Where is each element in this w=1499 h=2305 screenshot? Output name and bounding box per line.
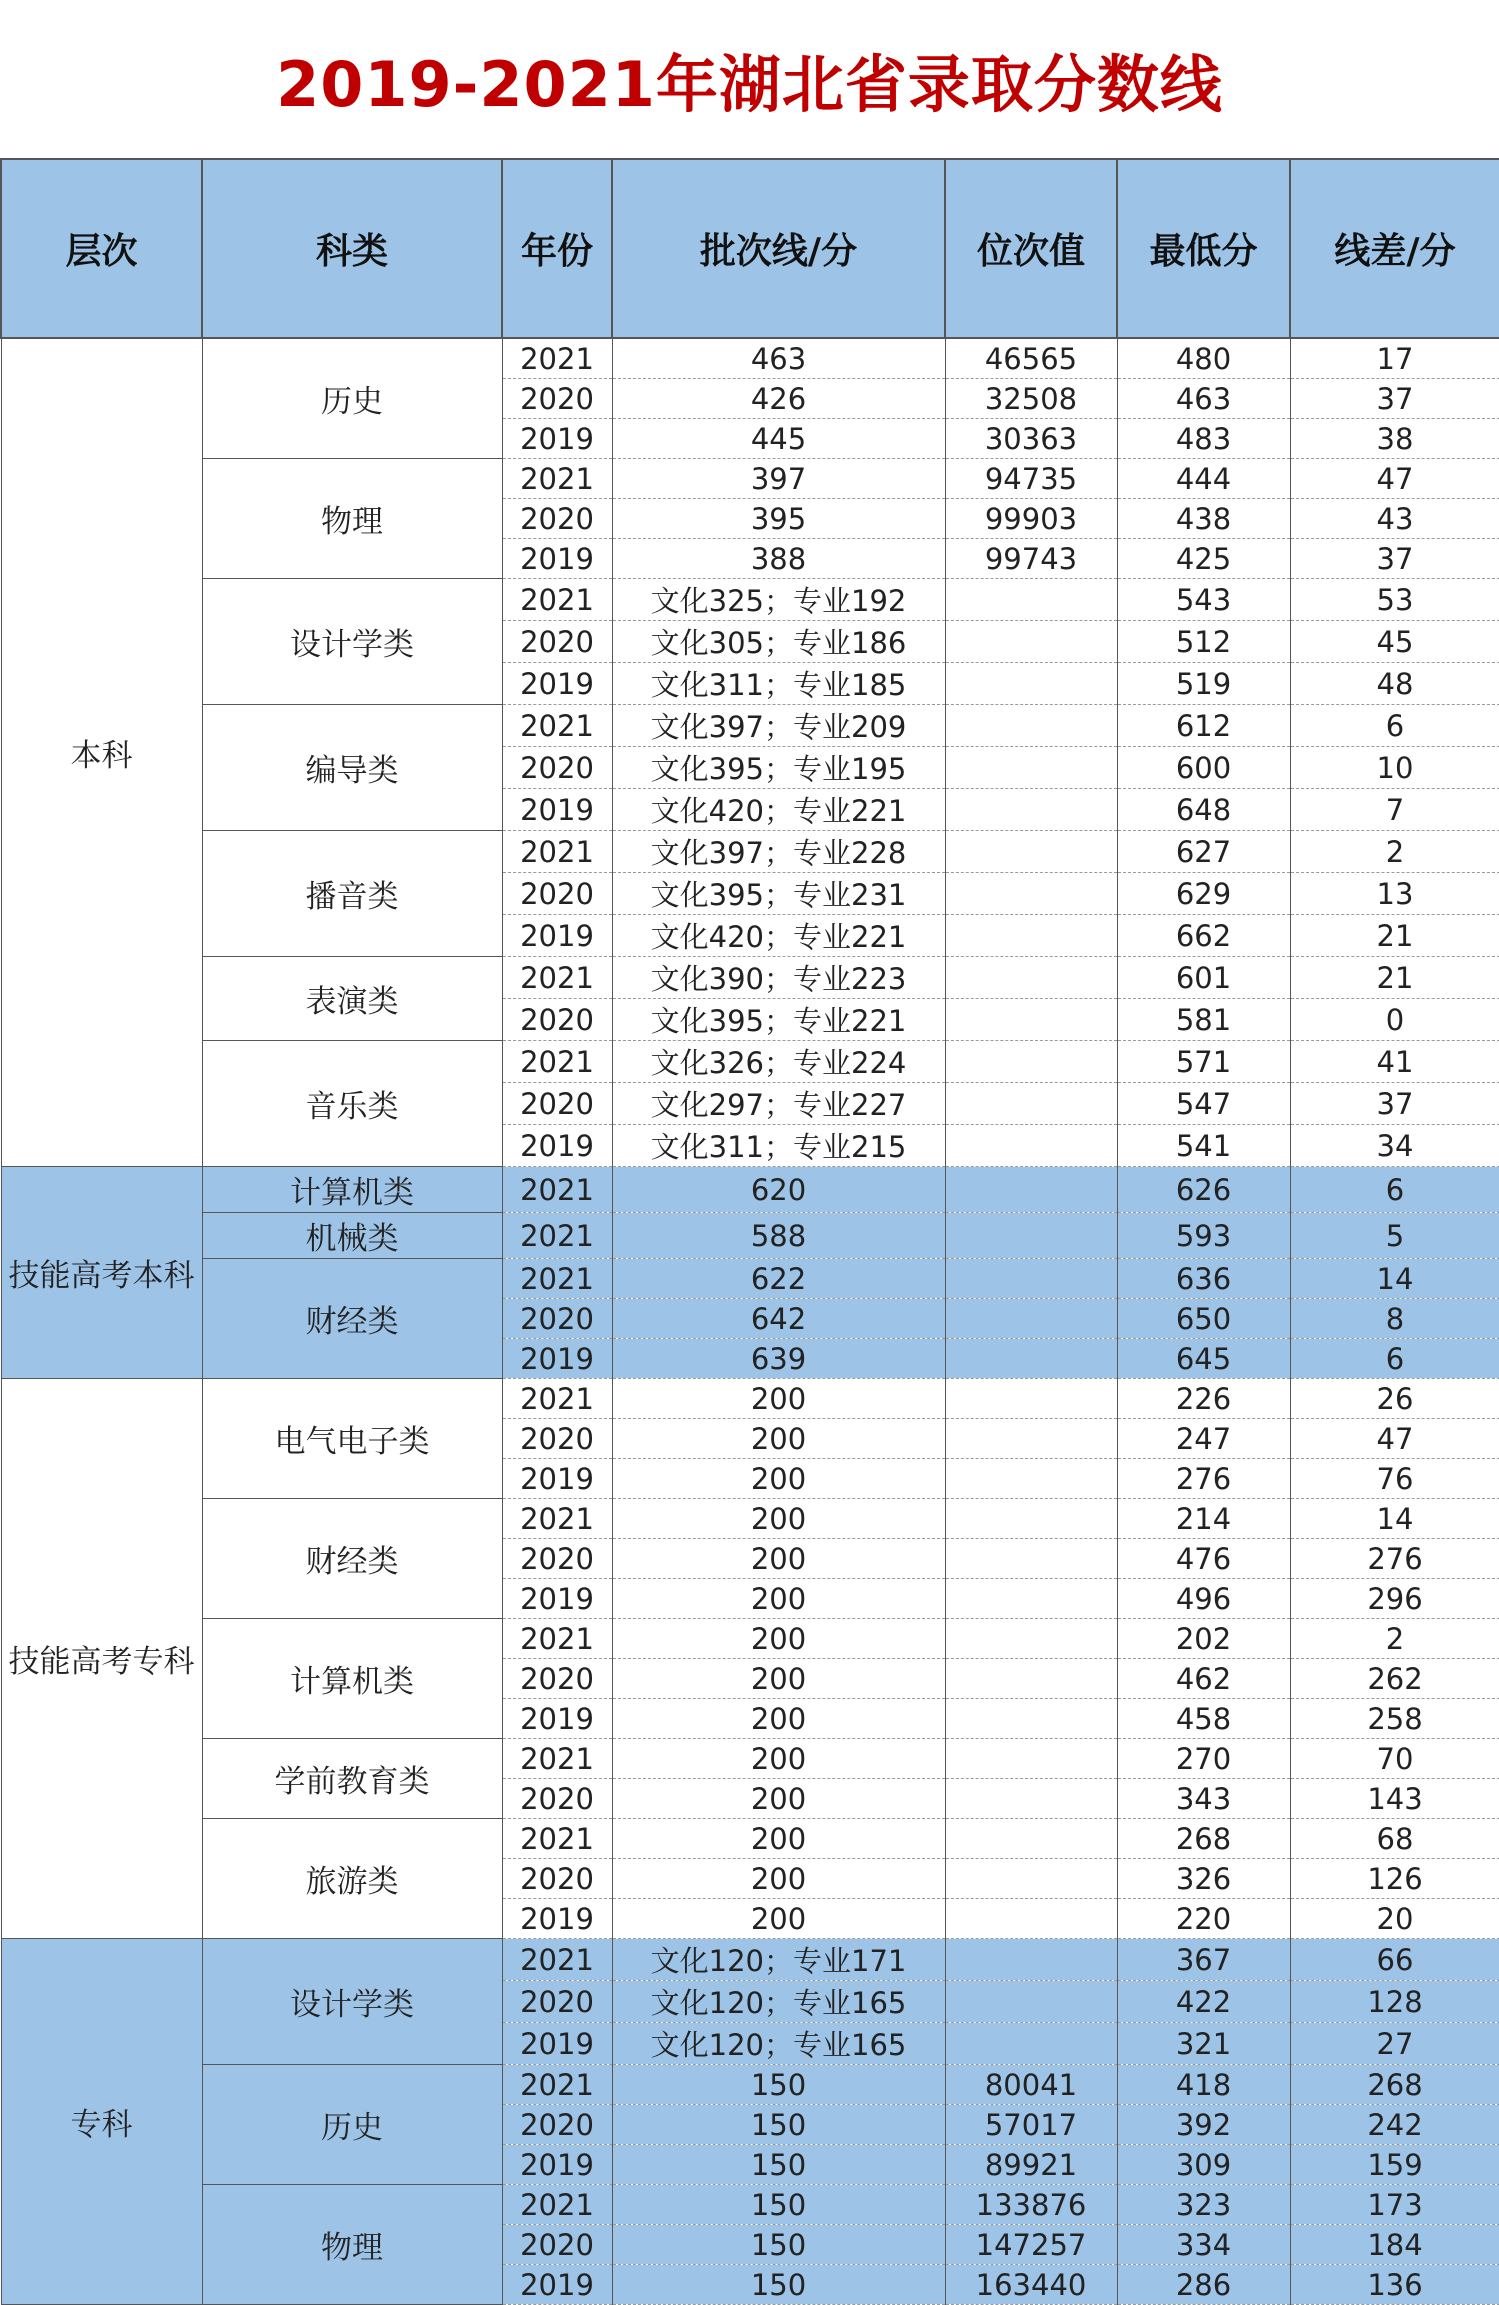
table-row: [1, 2185, 1499, 2225]
line-diff-cell: 7: [1290, 789, 1499, 831]
category-cell: 电气电子类: [202, 1379, 502, 1499]
min-score-cell: 627: [1117, 831, 1290, 873]
batch-line-cell: 397: [612, 459, 945, 499]
year-cell: 2019: [502, 1125, 612, 1167]
rank-cell: [945, 1213, 1117, 1259]
rank-cell: [945, 1939, 1117, 1981]
category-cell: 财经类: [202, 1259, 502, 1379]
year-cell: 2021: [502, 1819, 612, 1859]
line-diff-cell: 76: [1290, 1459, 1499, 1499]
category-cell: 设计学类: [202, 579, 502, 705]
table-row: [1, 1041, 1499, 1083]
category-cell: 计算机类: [202, 1619, 502, 1739]
year-cell: 2019: [502, 1699, 612, 1739]
year-cell: 2020: [502, 621, 612, 663]
rank-cell: [945, 1459, 1117, 1499]
batch-line-cell: 200: [612, 1419, 945, 1459]
batch-line-cell: 200: [612, 1579, 945, 1619]
rank-cell: 80041: [945, 2065, 1117, 2105]
line-diff-cell: 143: [1290, 1779, 1499, 1819]
year-cell: 2021: [502, 2185, 612, 2225]
year-cell: 2020: [502, 1779, 612, 1819]
rank-cell: 46565: [945, 338, 1117, 379]
min-score-cell: 392: [1117, 2105, 1290, 2145]
rank-cell: 147257: [945, 2225, 1117, 2265]
batch-line-cell: 150: [612, 2185, 945, 2225]
batch-line-cell: 622: [612, 1259, 945, 1299]
min-score-cell: 512: [1117, 621, 1290, 663]
batch-line-cell: 388: [612, 539, 945, 579]
line-diff-cell: 8: [1290, 1299, 1499, 1339]
min-score-cell: 593: [1117, 1213, 1290, 1259]
min-score-cell: 425: [1117, 539, 1290, 579]
year-cell: 2020: [502, 1859, 612, 1899]
rank-cell: [945, 747, 1117, 789]
min-score-cell: 286: [1117, 2265, 1290, 2305]
min-score-cell: 214: [1117, 1499, 1290, 1539]
batch-line-cell: 文化390；专业223: [612, 957, 945, 999]
category-cell: 历史: [202, 2065, 502, 2185]
min-score-cell: 220: [1117, 1899, 1290, 1939]
level-cell: 专科: [1, 1939, 202, 2305]
score-table: [0, 158, 1499, 2305]
line-diff-cell: 258: [1290, 1699, 1499, 1739]
min-score-cell: 547: [1117, 1083, 1290, 1125]
min-score-cell: 367: [1117, 1939, 1290, 1981]
year-cell: 2019: [502, 539, 612, 579]
category-cell: 物理: [202, 2185, 502, 2305]
year-cell: 2021: [502, 1167, 612, 1213]
min-score-cell: 496: [1117, 1579, 1290, 1619]
rank-cell: 99743: [945, 539, 1117, 579]
line-diff-cell: 276: [1290, 1539, 1499, 1579]
rank-cell: 94735: [945, 459, 1117, 499]
header-rank: 位次值: [945, 159, 1117, 338]
min-score-cell: 438: [1117, 499, 1290, 539]
header-row: [1, 159, 1499, 338]
year-cell: 2020: [502, 1659, 612, 1699]
rank-cell: [945, 915, 1117, 957]
line-diff-cell: 173: [1290, 2185, 1499, 2225]
rank-cell: [945, 1819, 1117, 1859]
year-cell: 2021: [502, 1939, 612, 1981]
table-row: [1, 1939, 1499, 1981]
line-diff-cell: 184: [1290, 2225, 1499, 2265]
year-cell: 2021: [502, 1739, 612, 1779]
table-row: [1, 957, 1499, 999]
year-cell: 2020: [502, 2105, 612, 2145]
batch-line-cell: 426: [612, 379, 945, 419]
line-diff-cell: 41: [1290, 1041, 1499, 1083]
year-cell: 2019: [502, 1339, 612, 1379]
min-score-cell: 202: [1117, 1619, 1290, 1659]
batch-line-cell: 200: [612, 1859, 945, 1899]
year-cell: 2019: [502, 2145, 612, 2185]
rank-cell: [945, 579, 1117, 621]
min-score-cell: 626: [1117, 1167, 1290, 1213]
min-score-cell: 645: [1117, 1339, 1290, 1379]
min-score-cell: 418: [1117, 2065, 1290, 2105]
table-row: [1, 1213, 1499, 1259]
line-diff-cell: 47: [1290, 1419, 1499, 1459]
batch-line-cell: 200: [612, 1619, 945, 1659]
table-row: [1, 1739, 1499, 1779]
line-diff-cell: 159: [1290, 2145, 1499, 2185]
line-diff-cell: 126: [1290, 1859, 1499, 1899]
line-diff-cell: 68: [1290, 1819, 1499, 1859]
line-diff-cell: 10: [1290, 747, 1499, 789]
batch-line-cell: 文化311；专业215: [612, 1125, 945, 1167]
table-row: [1, 1379, 1499, 1419]
year-cell: 2020: [502, 379, 612, 419]
batch-line-cell: 200: [612, 1659, 945, 1699]
min-score-cell: 476: [1117, 1539, 1290, 1579]
year-cell: 2021: [502, 705, 612, 747]
rank-cell: [945, 999, 1117, 1041]
line-diff-cell: 26: [1290, 1379, 1499, 1419]
year-cell: 2021: [502, 579, 612, 621]
year-cell: 2019: [502, 2265, 612, 2305]
min-score-cell: 612: [1117, 705, 1290, 747]
table-row: [1, 705, 1499, 747]
batch-line-cell: 文化120；专业165: [612, 2023, 945, 2065]
table-row: [1, 2065, 1499, 2105]
level-cell: 技能高考本科: [1, 1167, 202, 1379]
year-cell: 2021: [502, 1499, 612, 1539]
line-diff-cell: 37: [1290, 1083, 1499, 1125]
min-score-cell: 662: [1117, 915, 1290, 957]
rank-cell: [945, 1659, 1117, 1699]
table-row: [1, 1499, 1499, 1539]
rank-cell: [945, 1499, 1117, 1539]
table-row: [1, 338, 1499, 379]
min-score-cell: 480: [1117, 338, 1290, 379]
year-cell: 2021: [502, 1619, 612, 1659]
min-score-cell: 226: [1117, 1379, 1290, 1419]
line-diff-cell: 47: [1290, 459, 1499, 499]
min-score-cell: 483: [1117, 419, 1290, 459]
year-cell: 2021: [502, 831, 612, 873]
line-diff-cell: 296: [1290, 1579, 1499, 1619]
batch-line-cell: 620: [612, 1167, 945, 1213]
rank-cell: [945, 1379, 1117, 1419]
min-score-cell: 458: [1117, 1699, 1290, 1739]
line-diff-cell: 2: [1290, 1619, 1499, 1659]
line-diff-cell: 53: [1290, 579, 1499, 621]
line-diff-cell: 6: [1290, 1339, 1499, 1379]
rank-cell: 99903: [945, 499, 1117, 539]
table-row: [1, 1259, 1499, 1299]
category-cell: 财经类: [202, 1499, 502, 1619]
batch-line-cell: 150: [612, 2225, 945, 2265]
header-min-score: 最低分: [1117, 159, 1290, 338]
min-score-cell: 268: [1117, 1819, 1290, 1859]
table-row: [1, 831, 1499, 873]
line-diff-cell: 13: [1290, 873, 1499, 915]
line-diff-cell: 0: [1290, 999, 1499, 1041]
rank-cell: [945, 1619, 1117, 1659]
line-diff-cell: 20: [1290, 1899, 1499, 1939]
year-cell: 2020: [502, 499, 612, 539]
rank-cell: [945, 1299, 1117, 1339]
header-year: 年份: [502, 159, 612, 338]
line-diff-cell: 34: [1290, 1125, 1499, 1167]
header-category: 科类: [202, 159, 502, 338]
batch-line-cell: 200: [612, 1499, 945, 1539]
category-cell: 物理: [202, 459, 502, 579]
line-diff-cell: 66: [1290, 1939, 1499, 1981]
rank-cell: 163440: [945, 2265, 1117, 2305]
min-score-cell: 650: [1117, 1299, 1290, 1339]
year-cell: 2020: [502, 1539, 612, 1579]
line-diff-cell: 37: [1290, 379, 1499, 419]
year-cell: 2020: [502, 999, 612, 1041]
year-cell: 2020: [502, 873, 612, 915]
category-cell: 编导类: [202, 705, 502, 831]
rank-cell: [945, 1699, 1117, 1739]
category-cell: 音乐类: [202, 1041, 502, 1167]
rank-cell: [945, 831, 1117, 873]
line-diff-cell: 70: [1290, 1739, 1499, 1779]
batch-line-cell: 200: [612, 1819, 945, 1859]
line-diff-cell: 262: [1290, 1659, 1499, 1699]
batch-line-cell: 463: [612, 338, 945, 379]
year-cell: 2021: [502, 1213, 612, 1259]
line-diff-cell: 43: [1290, 499, 1499, 539]
line-diff-cell: 17: [1290, 338, 1499, 379]
category-cell: 表演类: [202, 957, 502, 1041]
line-diff-cell: 268: [1290, 2065, 1499, 2105]
header-level: 层次: [1, 159, 202, 338]
line-diff-cell: 6: [1290, 1167, 1499, 1213]
line-diff-cell: 6: [1290, 705, 1499, 747]
min-score-cell: 334: [1117, 2225, 1290, 2265]
batch-line-cell: 642: [612, 1299, 945, 1339]
header-line-diff: 线差/分: [1290, 159, 1499, 338]
batch-line-cell: 文化395；专业195: [612, 747, 945, 789]
min-score-cell: 422: [1117, 1981, 1290, 2023]
batch-line-cell: 200: [612, 1779, 945, 1819]
score-table-wrapper: [0, 158, 1499, 2302]
min-score-cell: 581: [1117, 999, 1290, 1041]
min-score-cell: 323: [1117, 2185, 1290, 2225]
batch-line-cell: 文化325；专业192: [612, 579, 945, 621]
rank-cell: [945, 957, 1117, 999]
table-row: [1, 1619, 1499, 1659]
table-row: [1, 1167, 1499, 1213]
rank-cell: [945, 1779, 1117, 1819]
year-cell: 2020: [502, 2225, 612, 2265]
batch-line-cell: 文化311；专业185: [612, 663, 945, 705]
rank-cell: [945, 1125, 1117, 1167]
batch-line-cell: 文化397；专业228: [612, 831, 945, 873]
line-diff-cell: 37: [1290, 539, 1499, 579]
rank-cell: [945, 1419, 1117, 1459]
min-score-cell: 600: [1117, 747, 1290, 789]
table-row: [1, 579, 1499, 621]
category-cell: 设计学类: [202, 1939, 502, 2065]
batch-line-cell: 200: [612, 1379, 945, 1419]
rank-cell: [945, 1259, 1117, 1299]
min-score-cell: 463: [1117, 379, 1290, 419]
line-diff-cell: 2: [1290, 831, 1499, 873]
rank-cell: [945, 1041, 1117, 1083]
min-score-cell: 601: [1117, 957, 1290, 999]
rank-cell: [945, 1339, 1117, 1379]
line-diff-cell: 14: [1290, 1499, 1499, 1539]
category-cell: 播音类: [202, 831, 502, 957]
rank-cell: 32508: [945, 379, 1117, 419]
line-diff-cell: 136: [1290, 2265, 1499, 2305]
batch-line-cell: 200: [612, 1739, 945, 1779]
min-score-cell: 343: [1117, 1779, 1290, 1819]
year-cell: 2020: [502, 1981, 612, 2023]
category-cell: 历史: [202, 338, 502, 459]
rank-cell: [945, 1083, 1117, 1125]
batch-line-cell: 200: [612, 1899, 945, 1939]
year-cell: 2020: [502, 1419, 612, 1459]
min-score-cell: 321: [1117, 2023, 1290, 2065]
rank-cell: [945, 1579, 1117, 1619]
rank-cell: 133876: [945, 2185, 1117, 2225]
level-cell: 技能高考专科: [1, 1379, 202, 1939]
line-diff-cell: 14: [1290, 1259, 1499, 1299]
rank-cell: [945, 1859, 1117, 1899]
batch-line-cell: 588: [612, 1213, 945, 1259]
min-score-cell: 444: [1117, 459, 1290, 499]
batch-line-cell: 文化420；专业221: [612, 789, 945, 831]
year-cell: 2021: [502, 1041, 612, 1083]
min-score-cell: 541: [1117, 1125, 1290, 1167]
batch-line-cell: 文化420；专业221: [612, 915, 945, 957]
batch-line-cell: 150: [612, 2265, 945, 2305]
table-row: [1, 1819, 1499, 1859]
line-diff-cell: 5: [1290, 1213, 1499, 1259]
rank-cell: 30363: [945, 419, 1117, 459]
year-cell: 2021: [502, 338, 612, 379]
level-cell: 本科: [1, 338, 202, 1167]
year-cell: 2021: [502, 1259, 612, 1299]
rank-cell: [945, 1981, 1117, 2023]
category-cell: 计算机类: [202, 1167, 502, 1213]
line-diff-cell: 27: [1290, 2023, 1499, 2065]
batch-line-cell: 639: [612, 1339, 945, 1379]
rank-cell: [945, 1899, 1117, 1939]
batch-line-cell: 文化397；专业209: [612, 705, 945, 747]
year-cell: 2019: [502, 1899, 612, 1939]
category-cell: 学前教育类: [202, 1739, 502, 1819]
batch-line-cell: 445: [612, 419, 945, 459]
table-row: [1, 459, 1499, 499]
batch-line-cell: 文化395；专业221: [612, 999, 945, 1041]
year-cell: 2019: [502, 915, 612, 957]
rank-cell: [945, 1739, 1117, 1779]
min-score-cell: 462: [1117, 1659, 1290, 1699]
min-score-cell: 571: [1117, 1041, 1290, 1083]
batch-line-cell: 文化326；专业224: [612, 1041, 945, 1083]
year-cell: 2021: [502, 1379, 612, 1419]
min-score-cell: 629: [1117, 873, 1290, 915]
batch-line-cell: 200: [612, 1539, 945, 1579]
year-cell: 2021: [502, 2065, 612, 2105]
year-cell: 2019: [502, 1459, 612, 1499]
batch-line-cell: 150: [612, 2105, 945, 2145]
year-cell: 2019: [502, 789, 612, 831]
batch-line-cell: 150: [612, 2145, 945, 2185]
rank-cell: [945, 621, 1117, 663]
min-score-cell: 309: [1117, 2145, 1290, 2185]
year-cell: 2020: [502, 1299, 612, 1339]
batch-line-cell: 文化305；专业186: [612, 621, 945, 663]
batch-line-cell: 200: [612, 1459, 945, 1499]
min-score-cell: 270: [1117, 1739, 1290, 1779]
header-batch-line: 批次线/分: [612, 159, 945, 338]
batch-line-cell: 文化120；专业171: [612, 1939, 945, 1981]
title-bar: [0, 0, 1499, 158]
batch-line-cell: 200: [612, 1699, 945, 1739]
year-cell: 2021: [502, 459, 612, 499]
table-body: [1, 338, 1499, 2305]
line-diff-cell: 45: [1290, 621, 1499, 663]
min-score-cell: 247: [1117, 1419, 1290, 1459]
batch-line-cell: 文化297；专业227: [612, 1083, 945, 1125]
rank-cell: [945, 873, 1117, 915]
batch-line-cell: 文化120；专业165: [612, 1981, 945, 2023]
min-score-cell: 276: [1117, 1459, 1290, 1499]
rank-cell: 89921: [945, 2145, 1117, 2185]
rank-cell: 57017: [945, 2105, 1117, 2145]
min-score-cell: 519: [1117, 663, 1290, 705]
min-score-cell: 636: [1117, 1259, 1290, 1299]
batch-line-cell: 395: [612, 499, 945, 539]
year-cell: 2020: [502, 1083, 612, 1125]
batch-line-cell: 150: [612, 2065, 945, 2105]
min-score-cell: 648: [1117, 789, 1290, 831]
line-diff-cell: 242: [1290, 2105, 1499, 2145]
page-title: 2019-2021年湖北省录取分数线: [276, 47, 1223, 121]
rank-cell: [945, 1539, 1117, 1579]
year-cell: 2019: [502, 1579, 612, 1619]
rank-cell: [945, 1167, 1117, 1213]
year-cell: 2021: [502, 957, 612, 999]
rank-cell: [945, 705, 1117, 747]
line-diff-cell: 128: [1290, 1981, 1499, 2023]
line-diff-cell: 21: [1290, 957, 1499, 999]
rank-cell: [945, 663, 1117, 705]
line-diff-cell: 48: [1290, 663, 1499, 705]
year-cell: 2019: [502, 663, 612, 705]
min-score-cell: 326: [1117, 1859, 1290, 1899]
min-score-cell: 543: [1117, 579, 1290, 621]
line-diff-cell: 38: [1290, 419, 1499, 459]
rank-cell: [945, 789, 1117, 831]
category-cell: 旅游类: [202, 1819, 502, 1939]
year-cell: 2019: [502, 2023, 612, 2065]
category-cell: 机械类: [202, 1213, 502, 1259]
rank-cell: [945, 2023, 1117, 2065]
year-cell: 2020: [502, 747, 612, 789]
line-diff-cell: 21: [1290, 915, 1499, 957]
year-cell: 2019: [502, 419, 612, 459]
batch-line-cell: 文化395；专业231: [612, 873, 945, 915]
